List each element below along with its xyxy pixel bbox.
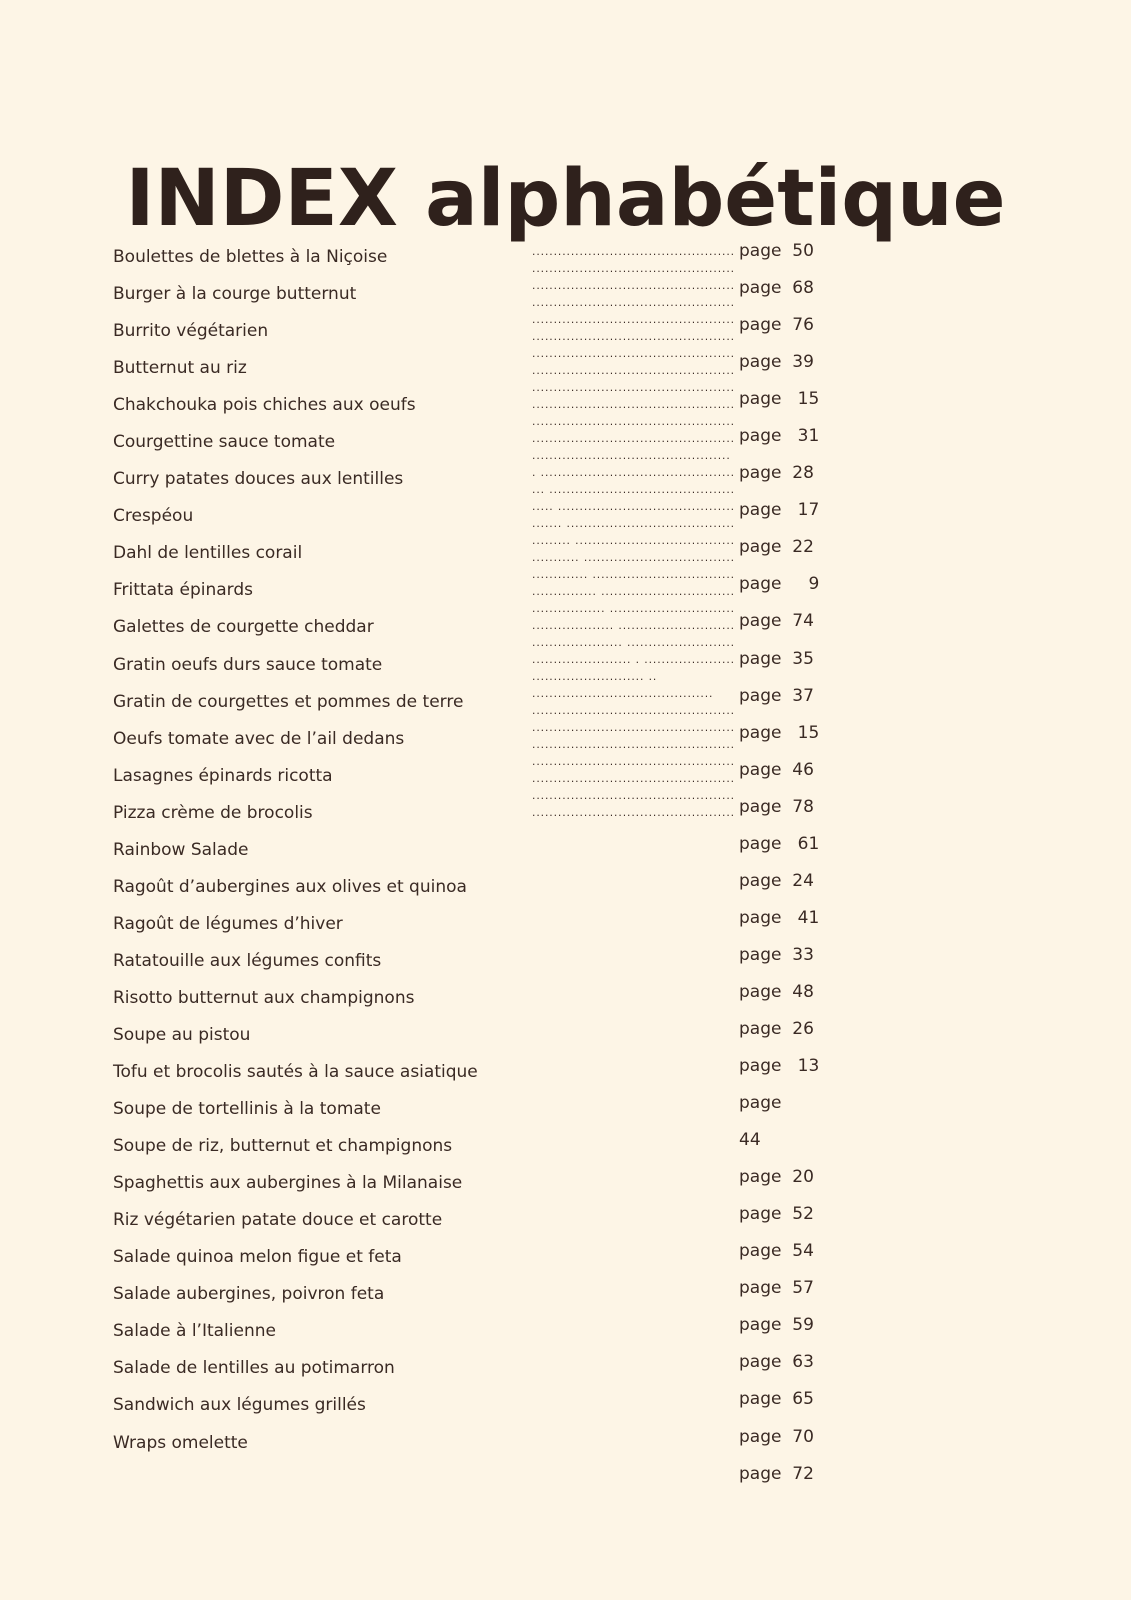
page-number: page 52 — [739, 1204, 814, 1225]
page-number: page 78 — [739, 796, 814, 817]
page-number: page 65 — [739, 1389, 814, 1410]
recipe-entry: Soupe de tortellinis à la tomate — [113, 1099, 381, 1120]
dot-leader: ............................................... — [531, 367, 734, 377]
page-number: page 15 — [739, 722, 820, 743]
dot-leader: ............................................... — [531, 809, 734, 819]
dot-leader: ............................................... — [531, 282, 734, 292]
page-number: page 9 — [739, 574, 820, 595]
dot-leader: ............................................... — [531, 775, 734, 785]
dot-leader: ............................................... — [531, 435, 734, 445]
recipe-entry: Burger à la courge butternut — [113, 284, 357, 305]
recipe-entry: Curry patates douces aux lentilles — [113, 469, 404, 490]
dot-leader: ....... ....................................... — [531, 520, 734, 530]
recipe-entry: Dahl de lentilles corail — [113, 543, 303, 564]
dot-leader: ............................................... — [531, 724, 734, 734]
recipe-entry: Risotto butternut aux champignons — [113, 987, 415, 1008]
recipe-entry: Burrito végétarien — [113, 321, 269, 342]
recipe-entry: Salade à l’Italienne — [113, 1321, 276, 1342]
page-title: INDEX alphabétique — [125, 154, 1006, 245]
dot-leader: ................. ............................. — [531, 605, 734, 615]
page-number: page 59 — [739, 1315, 814, 1336]
page-number: page 28 — [739, 463, 814, 484]
page-number: page — [739, 1093, 782, 1114]
dot-leader: ......... ..................................... — [531, 537, 734, 547]
page-number: page 48 — [739, 981, 814, 1002]
recipe-entry: Boulettes de blettes à la Niçoise — [113, 247, 388, 267]
dot-leader: ............................................... — [531, 333, 734, 343]
recipe-entry: Chakchouka pois chiches aux oeufs — [113, 395, 416, 416]
recipe-entry: Salade de lentilles au potimarron — [113, 1358, 395, 1379]
page-number: page 13 — [739, 1056, 820, 1077]
recipe-entry: Sandwich aux légumes grillés — [113, 1395, 366, 1416]
dot-leader: ............................................... — [531, 265, 734, 275]
page-number: page 37 — [739, 685, 814, 706]
recipe-entry: Soupe de riz, butternut et champignons — [113, 1136, 453, 1157]
dot-leader: ............. ................................. — [531, 571, 734, 581]
dot-leader: ............... ............................... — [531, 588, 734, 598]
page-number: page 22 — [739, 537, 814, 558]
page-number: page 26 — [739, 1018, 814, 1039]
dot-leader: ............................................... — [531, 418, 734, 428]
recipe-entry: Courgettine sauce tomate — [113, 432, 336, 453]
dot-leader: ... ........................................... — [531, 486, 734, 496]
recipe-entry: Ratatouille aux légumes confits — [113, 950, 382, 971]
page-number: page 61 — [739, 833, 820, 854]
page-number: page 20 — [739, 1167, 814, 1188]
dot-leader: ............................................... — [531, 792, 734, 802]
recipe-entry: Salade quinoa melon figue et feta — [113, 1247, 402, 1268]
page-number: page 17 — [739, 500, 820, 521]
page-number: page 31 — [739, 426, 820, 447]
dot-leader: ................... ........................... — [531, 622, 734, 632]
dot-leader: ............................................... — [531, 248, 734, 258]
dot-leader: ..... ......................................... — [531, 503, 734, 513]
dot-leader: ........... ................................... — [531, 554, 734, 564]
page-number: page 24 — [739, 870, 814, 891]
page-number: page 76 — [739, 315, 814, 336]
recipe-entry: Gratin de courgettes et pommes de terre — [113, 691, 464, 712]
dot-leaders — [531, 248, 734, 826]
recipe-entry: Wraps omelette — [113, 1432, 248, 1453]
dot-leader: .......................... .. — [531, 673, 657, 683]
recipe-entry: Rainbow Salade — [113, 839, 249, 860]
dot-leader: ............................................... — [531, 384, 734, 394]
page-number: page 72 — [739, 1463, 814, 1484]
dot-leader: ............................................... — [531, 401, 734, 411]
page-number: page 39 — [739, 352, 814, 373]
dot-leader: .............................................. — [531, 452, 730, 462]
page-number: page 63 — [739, 1352, 814, 1373]
recipe-entry: Spaghettis aux aubergines à la Milanaise — [113, 1173, 463, 1194]
page-number: page 46 — [739, 759, 814, 780]
dot-leader: ............................................... — [531, 350, 734, 360]
recipe-entry: Crespéou — [113, 506, 194, 527]
dot-leader: .......................................... — [531, 690, 713, 700]
recipe-entry: Frittata épinards — [113, 580, 253, 601]
recipe-entry: Ragoût de légumes d’hiver — [113, 913, 343, 934]
page-number: page 35 — [739, 648, 814, 669]
page-number: page 15 — [739, 389, 820, 410]
page-number: page 57 — [739, 1278, 814, 1299]
recipe-entry: Soupe au pistou — [113, 1024, 251, 1045]
page-number: page 70 — [739, 1426, 814, 1447]
dot-leader: ............................................... — [531, 707, 734, 717]
dot-leader: ....................... . ..................... — [531, 656, 734, 666]
dot-leader: ............................................... — [531, 299, 734, 309]
recipe-entry: Ragoût d’aubergines aux olives et quinoa — [113, 876, 467, 897]
page-number: 44 — [739, 1130, 761, 1151]
dot-leader: . ............................................. — [531, 469, 734, 479]
dot-leader: ............................................... — [531, 316, 734, 326]
recipe-entry: Riz végétarien patate douce et carotte — [113, 1210, 443, 1231]
recipe-list — [113, 242, 478, 1465]
page-number: page 74 — [739, 611, 814, 632]
recipe-entry: Galettes de courgette cheddar — [113, 617, 374, 638]
recipe-entry: Salade aubergines, poivron feta — [113, 1284, 385, 1305]
recipe-entry: Pizza crème de brocolis — [113, 802, 313, 823]
page-number-list — [739, 236, 819, 1496]
page-number: page 54 — [739, 1241, 814, 1262]
dot-leader: ............................................... — [531, 758, 734, 768]
page-number: page 68 — [739, 278, 814, 299]
recipe-entry: Tofu et brocolis sautés à la sauce asiatique — [113, 1062, 478, 1083]
page-number: page 33 — [739, 944, 814, 965]
recipe-entry: Oeufs tomate avec de l’ail dedans — [113, 728, 405, 749]
recipe-entry: Butternut au riz — [113, 358, 247, 379]
page-number: page 50 — [739, 241, 814, 261]
page-number: page 41 — [739, 907, 820, 928]
recipe-entry: Gratin oeufs durs sauce tomate — [113, 654, 383, 675]
dot-leader: ..................... ......................... — [531, 639, 734, 649]
dot-leader: ............................................... — [531, 741, 734, 751]
recipe-entry: Lasagnes épinards ricotta — [113, 765, 333, 786]
